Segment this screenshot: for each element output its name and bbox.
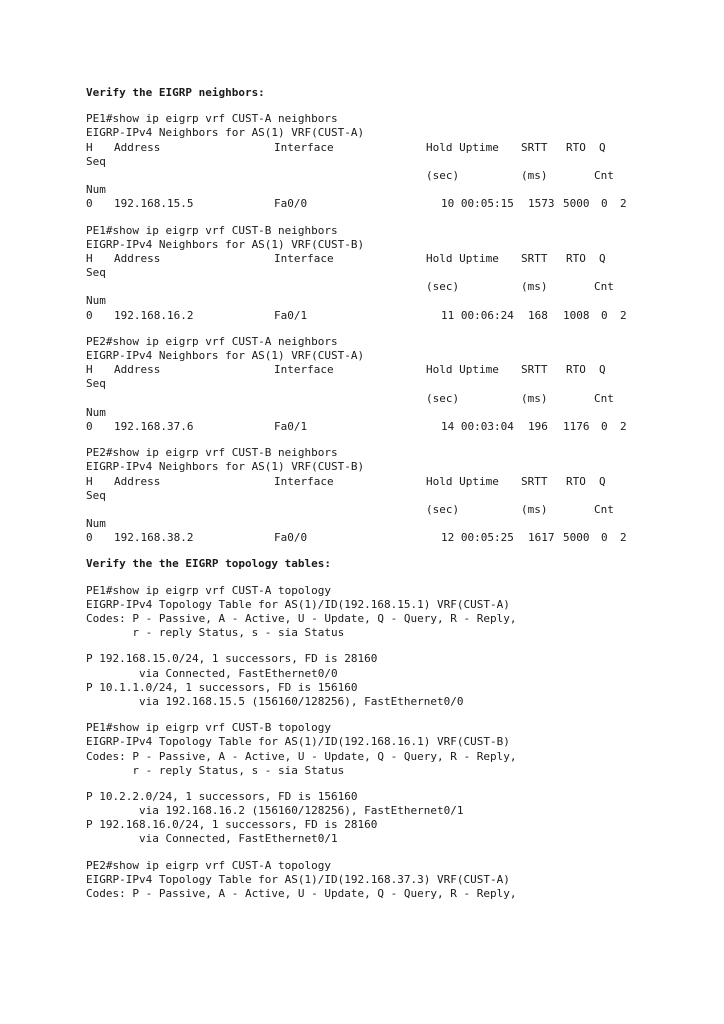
- cell-rto: 1008: [563, 308, 590, 322]
- codes-line: Codes: P - Passive, A - Active, U - Update, Q - Query, R - Reply,: [86, 749, 517, 763]
- col-h: H: [86, 140, 93, 154]
- codes-line: r - reply Status, s - sia Status: [86, 626, 345, 640]
- col-interface: Interface: [274, 474, 334, 488]
- units-row: [86, 280, 686, 294]
- col-num: Num: [86, 294, 106, 308]
- col-address: Address: [114, 474, 161, 488]
- cell-rto: 5000: [563, 531, 590, 545]
- topology-entry: P 10.1.1.0/24, 1 successors, FD is 156160: [86, 680, 358, 694]
- table-title: EIGRP-IPv4 Topology Table for AS(1)/ID(192.168.15.1) VRF(CUST-A): [86, 597, 510, 611]
- unit-sec: (sec): [426, 168, 460, 182]
- cell-h: 0: [86, 197, 93, 211]
- col-seq: Seq: [86, 266, 106, 280]
- unit-ms: (ms): [521, 502, 548, 516]
- cell-srtt: 1573: [528, 197, 555, 211]
- cell-interface: Fa0/1: [274, 419, 308, 433]
- units-row: [86, 503, 686, 517]
- unit-ms: (ms): [521, 280, 548, 294]
- table-row: [86, 197, 686, 211]
- topology-entries: [86, 652, 686, 709]
- topology-block: [86, 584, 686, 641]
- cell-srtt: 168: [528, 308, 548, 322]
- unit-cnt: Cnt: [594, 502, 614, 516]
- col-address: Address: [114, 251, 161, 265]
- neighbor-block: [86, 224, 686, 323]
- cell-hold-uptime: 12 00:05:25: [441, 531, 514, 545]
- unit-sec: (sec): [426, 391, 460, 405]
- cell-address: 192.168.15.5: [114, 197, 194, 211]
- cell-hold-uptime: 11 00:06:24: [441, 308, 514, 322]
- command-line: PE1#show ip eigrp vrf CUST-B neighbors: [86, 223, 338, 237]
- table-row: [86, 420, 686, 434]
- column-header-row: [86, 141, 686, 155]
- col-hold-uptime: Hold Uptime: [426, 474, 499, 488]
- command-line: PE2#show ip eigrp vrf CUST-B neighbors: [86, 446, 338, 460]
- cell-address: 192.168.38.2: [114, 531, 194, 545]
- cell-seq: 2: [620, 308, 627, 322]
- unit-sec: (sec): [426, 502, 460, 516]
- table-row: [86, 309, 686, 323]
- cell-hold-uptime: 14 00:03:04: [441, 419, 514, 433]
- col-rto: RTO: [566, 251, 586, 265]
- table-title: EIGRP-IPv4 Neighbors for AS(1) VRF(CUST-B): [86, 460, 365, 474]
- col-q: Q: [599, 251, 606, 265]
- unit-ms: (ms): [521, 168, 548, 182]
- neighbor-block: [86, 335, 686, 434]
- col-hold-uptime: Hold Uptime: [426, 251, 499, 265]
- col-interface: Interface: [274, 140, 334, 154]
- table-title: EIGRP-IPv4 Topology Table for AS(1)/ID(192.168.16.1) VRF(CUST-B): [86, 735, 510, 749]
- topology-entry: via 192.168.16.2 (156160/128256), FastEthernet0/1: [86, 804, 464, 818]
- cell-h: 0: [86, 531, 93, 545]
- topology-block: [86, 859, 686, 902]
- topology-block: [86, 721, 686, 778]
- col-h: H: [86, 363, 93, 377]
- command-line: PE2#show ip eigrp vrf CUST-A neighbors: [86, 334, 338, 348]
- column-header-row: [86, 363, 686, 377]
- unit-ms: (ms): [521, 391, 548, 405]
- codes-line: r - reply Status, s - sia Status: [86, 763, 345, 777]
- table-title: EIGRP-IPv4 Neighbors for AS(1) VRF(CUST-B): [86, 237, 365, 251]
- cell-interface: Fa0/1: [274, 308, 308, 322]
- command-line: PE2#show ip eigrp vrf CUST-A topology: [86, 858, 332, 872]
- col-hold-uptime: Hold Uptime: [426, 363, 499, 377]
- topology-heading: Verify the the EIGRP topology tables:: [86, 557, 332, 571]
- col-num: Num: [86, 517, 106, 531]
- topology-entry: P 192.168.16.0/24, 1 successors, FD is 28160: [86, 818, 378, 832]
- topology-entries: [86, 790, 686, 847]
- table-title: EIGRP-IPv4 Topology Table for AS(1)/ID(192.168.37.3) VRF(CUST-A): [86, 872, 510, 886]
- col-q: Q: [599, 474, 606, 488]
- cell-rto: 1176: [563, 419, 590, 433]
- units-row: [86, 392, 686, 406]
- col-address: Address: [114, 140, 161, 154]
- cell-srtt: 196: [528, 419, 548, 433]
- neighbor-block: [86, 446, 686, 545]
- col-rto: RTO: [566, 474, 586, 488]
- cell-h: 0: [86, 308, 93, 322]
- col-srtt: SRTT: [521, 363, 548, 377]
- cell-srtt: 1617: [528, 531, 555, 545]
- col-seq: Seq: [86, 377, 106, 391]
- col-hold-uptime: Hold Uptime: [426, 140, 499, 154]
- codes-line: Codes: P - Passive, A - Active, U - Update, Q - Query, R - Reply,: [86, 887, 517, 901]
- table-title: EIGRP-IPv4 Neighbors for AS(1) VRF(CUST-A): [86, 349, 365, 363]
- table-title: EIGRP-IPv4 Neighbors for AS(1) VRF(CUST-A): [86, 126, 365, 140]
- cell-seq: 2: [620, 419, 627, 433]
- col-num: Num: [86, 405, 106, 419]
- col-seq: Seq: [86, 154, 106, 168]
- cell-address: 192.168.16.2: [114, 308, 194, 322]
- command-line: PE1#show ip eigrp vrf CUST-A neighbors: [86, 112, 338, 126]
- cell-h: 0: [86, 419, 93, 433]
- topology-entry: P 192.168.15.0/24, 1 successors, FD is 28160: [86, 652, 378, 666]
- col-seq: Seq: [86, 488, 106, 502]
- col-srtt: SRTT: [521, 474, 548, 488]
- cell-interface: Fa0/0: [274, 531, 308, 545]
- cell-address: 192.168.37.6: [114, 419, 194, 433]
- table-row: [86, 531, 686, 545]
- col-srtt: SRTT: [521, 251, 548, 265]
- neighbor-block: [86, 112, 686, 211]
- col-h: H: [86, 474, 93, 488]
- cell-rto: 5000: [563, 197, 590, 211]
- column-header-row: [86, 475, 686, 489]
- topology-entry: P 10.2.2.0/24, 1 successors, FD is 156160: [86, 789, 358, 803]
- cell-hold-uptime: 10 00:05:15: [441, 197, 514, 211]
- col-rto: RTO: [566, 140, 586, 154]
- unit-sec: (sec): [426, 280, 460, 294]
- neighbors-heading: Verify the EIGRP neighbors:: [86, 86, 265, 99]
- cell-q: 0: [601, 197, 608, 211]
- document-page: [86, 86, 686, 901]
- cell-seq: 2: [620, 531, 627, 545]
- command-line: PE1#show ip eigrp vrf CUST-B topology: [86, 721, 332, 735]
- col-rto: RTO: [566, 363, 586, 377]
- column-header-row: [86, 252, 686, 266]
- cell-interface: Fa0/0: [274, 197, 308, 211]
- command-line: PE1#show ip eigrp vrf CUST-A topology: [86, 583, 332, 597]
- col-address: Address: [114, 363, 161, 377]
- units-row: [86, 169, 686, 183]
- col-srtt: SRTT: [521, 140, 548, 154]
- unit-cnt: Cnt: [594, 168, 614, 182]
- topology-entry: via Connected, FastEthernet0/1: [86, 832, 338, 846]
- cell-q: 0: [601, 531, 608, 545]
- cell-q: 0: [601, 419, 608, 433]
- col-interface: Interface: [274, 251, 334, 265]
- col-num: Num: [86, 183, 106, 197]
- col-h: H: [86, 251, 93, 265]
- col-q: Q: [599, 363, 606, 377]
- col-interface: Interface: [274, 363, 334, 377]
- topology-entry: via 192.168.15.5 (156160/128256), FastEthernet0/0: [86, 694, 464, 708]
- unit-cnt: Cnt: [594, 280, 614, 294]
- col-q: Q: [599, 140, 606, 154]
- cell-seq: 2: [620, 197, 627, 211]
- unit-cnt: Cnt: [594, 391, 614, 405]
- topology-entry: via Connected, FastEthernet0/0: [86, 666, 338, 680]
- cell-q: 0: [601, 308, 608, 322]
- codes-line: Codes: P - Passive, A - Active, U - Update, Q - Query, R - Reply,: [86, 612, 517, 626]
